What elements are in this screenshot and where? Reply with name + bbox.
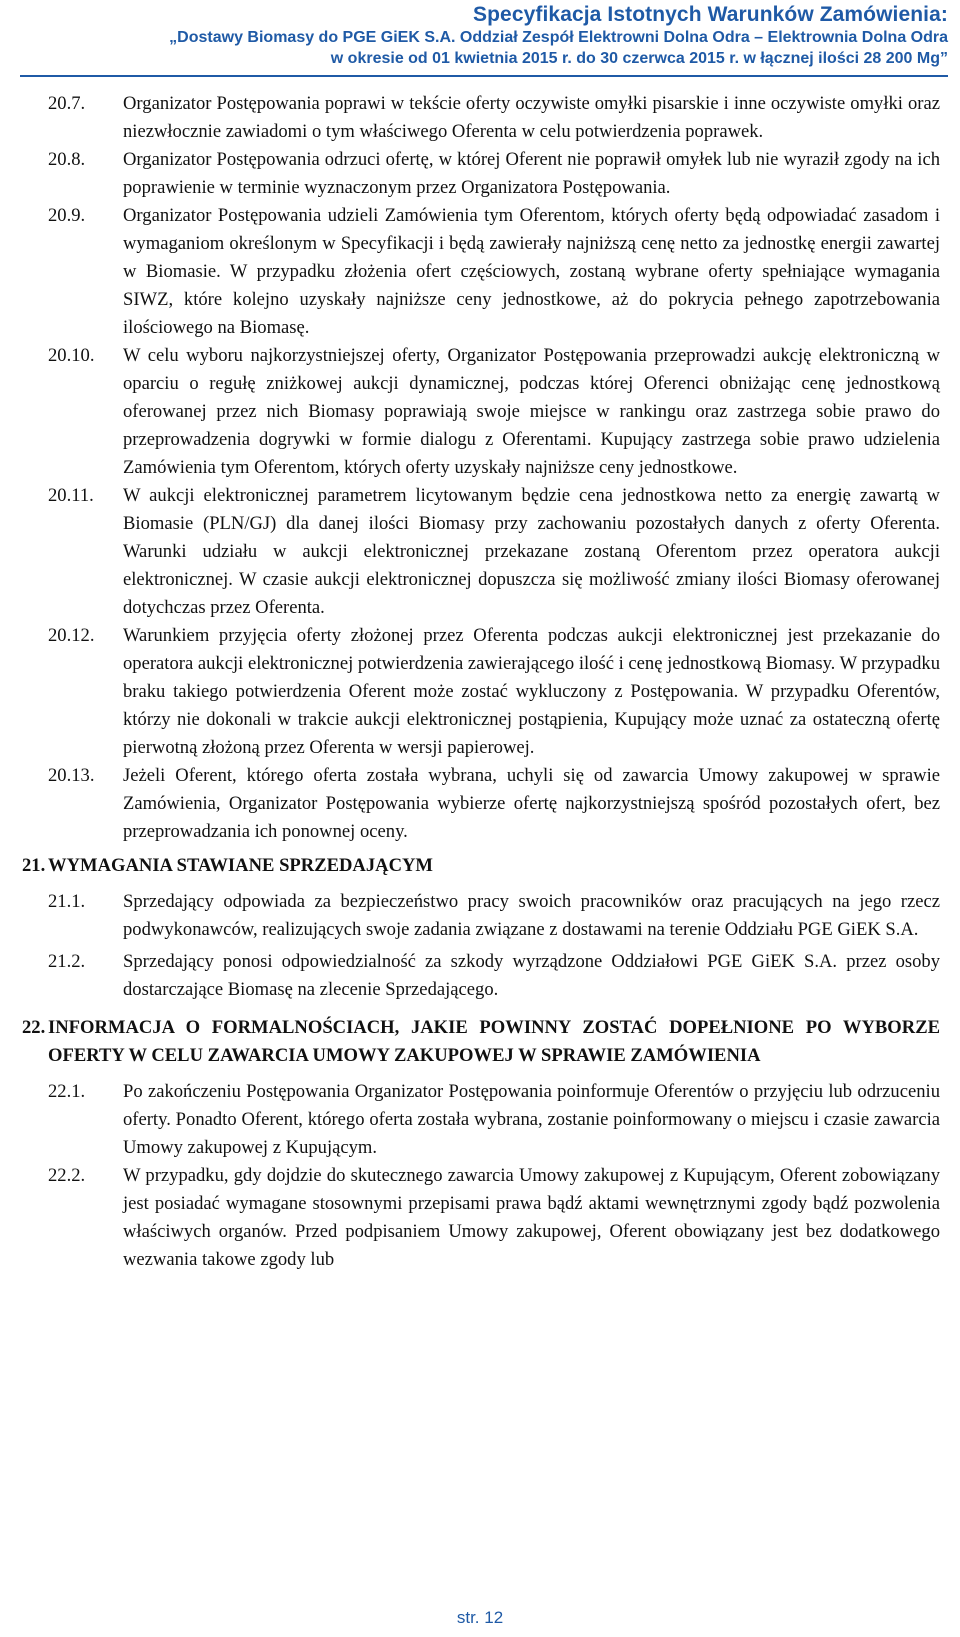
item-number: 20.11.	[48, 485, 94, 506]
section-title: INFORMACJA O FORMALNOŚCIACH, JAKIE POWINNY ZOSTAĆ DOPEŁNIONE PO WYBORZE OFERTY W CELU ZAWARCIA UMOWY ZAKUPOWEJ W SPRAWIE ZAMÓWIENIA	[48, 1017, 940, 1066]
item-text: W przypadku, gdy dojdzie do skutecznego zawarcia Umowy zakupowej z Kupującym, Oferent zobowiązany jest posiadać wymagane stosownymi przepisami prawa bądź aktami wewnętrznymi zgody bądź pozwolenia właściwych organów. Przed podpisaniem Umowy zakupowej, Oferent obowiązany jest bez dodatkowego wezwania takowe zgody lub	[123, 1165, 940, 1270]
list-item	[0, 762, 960, 846]
document-body	[0, 90, 960, 1274]
document-header	[28, 3, 948, 69]
list-item	[0, 1078, 960, 1162]
section-title: WYMAGANIA STAWIANE SPRZEDAJĄCYM	[48, 855, 433, 876]
item-number: 22.2.	[48, 1165, 86, 1186]
item-text: Sprzedający ponosi odpowiedzialność za szkody wyrządzone Oddziałowi PGE GiEK S.A. przez osoby dostarczające Biomasę na zlecenie Sprzedającego.	[123, 951, 940, 1000]
item-number: 21.2.	[48, 951, 86, 972]
item-text: Po zakończeniu Postępowania Organizator Postępowania poinformuje Oferentów o przyjęciu lub odrzuceniu oferty. Ponadto Oferent, którego oferta została wybrana, zostanie poinformowany o miejscu i czasie zawarcia Umowy zakupowej z Kupującym.	[123, 1081, 940, 1158]
section-heading-21	[0, 852, 960, 880]
list-item	[0, 202, 960, 342]
section-number: 22.	[22, 1017, 46, 1038]
list-item	[0, 1162, 960, 1274]
header-subtitle: „Dostawy Biomasy do PGE GiEK S.A. Oddział Zespół Elektrowni Dolna Odra – Elektrownia Dolna Odra	[169, 29, 948, 46]
page-number: str. 12	[456, 1608, 504, 1627]
list-item	[0, 622, 960, 762]
section-number: 21.	[22, 855, 46, 876]
item-text: Organizator Postępowania udzieli Zamówienia tym Oferentom, których oferty będą odpowiadać zasadom i wymaganiom określonym w Specyfikacji i będą zawierały najniższą cenę netto za jednostkę energii zawartej w Biomasie. W przypadku złożenia ofert częściowych, zostaną wybrane oferty spełniające wymagania SIWZ, które kolejno uzyskały najniższe ceny jednostkowe, aż do pokrycia pełnego zapotrzebowania ilościowego na Biomasę.	[123, 205, 940, 338]
header-rule	[20, 75, 948, 77]
list-item	[0, 342, 960, 482]
item-text: W celu wyboru najkorzystniejszej oferty, Organizator Postępowania przeprowadzi aukcję elektroniczną w oparciu o regułę zniżkowej aukcji dynamicznej, podczas której Oferenci obniżając cenę jednostkową oferowanej przez nich Biomasy poprawiają swoje miejsce w rankingu oraz zastrzega sobie prawo do przeprowadzenia dogrywki w formie dialogu z Oferentami. Kupujący zastrzega sobie prawo udzielenia Zamówienia tym Oferentom, których oferty uzyskały najniższe ceny jednostkowe.	[123, 345, 940, 478]
list-item	[0, 90, 960, 146]
section-heading-22	[0, 1014, 960, 1070]
header-period: w okresie od 01 kwietnia 2015 r. do 30 czerwca 2015 r. w łącznej ilości 28 200 Mg”	[330, 50, 948, 67]
item-number: 20.12.	[48, 625, 95, 646]
item-text: Jeżeli Oferent, którego oferta została wybrana, uchyli się od zawarcia Umowy zakupowej w sprawie Zamówienia, Organizator Postępowania wybierze ofertę najkorzystniejszą spośród pozostałych ofert, bez przeprowadzania ich ponownej oceny.	[123, 765, 940, 842]
item-number: 22.1.	[48, 1081, 86, 1102]
item-number: 20.10.	[48, 345, 95, 366]
item-number: 20.13.	[48, 765, 95, 786]
item-text: Sprzedający odpowiada za bezpieczeństwo pracy swoich pracowników oraz pracujących na jego rzecz podwykonawców, realizujących swoje zadania związane z dostawami na terenie Oddziału PGE GiEK S.A.	[123, 891, 940, 940]
list-item	[0, 948, 960, 1004]
item-number: 20.8.	[48, 149, 86, 170]
item-number: 20.9.	[48, 205, 86, 226]
list-item	[0, 888, 960, 944]
list-item	[0, 146, 960, 202]
list-item	[0, 482, 960, 622]
item-text: Organizator Postępowania poprawi w tekście oferty oczywiste omyłki pisarskie i inne oczywiste omyłki oraz niezwłocznie zawiadomi o tym właściwego Oferenta w celu potwierdzenia poprawek.	[123, 93, 940, 142]
item-number: 20.7.	[48, 93, 86, 114]
item-text: W aukcji elektronicznej parametrem licytowanym będzie cena jednostkowa netto za energię zawartą w Biomasie (PLN/GJ) dla danej ilości Biomasy przy zachowaniu pozostałych danych z oferty Oferenta. Warunki udziału w aukcji elektronicznej przekazane zostaną Oferentom przez operatora aukcji elektronicznej. W czasie aukcji elektronicznej dopuszcza się możliwość zmiany ilości Biomasy oferowanej dotychczas przez Oferenta.	[123, 485, 940, 618]
item-text: Organizator Postępowania odrzuci ofertę, w której Oferent nie poprawił omyłek lub nie wyraził zgody na ich poprawienie w terminie wyznaczonym przez Organizatora Postępowania.	[123, 149, 940, 198]
item-number: 21.1.	[48, 891, 86, 912]
header-title: Specyfikacja Istotnych Warunków Zamówienia:	[473, 3, 948, 26]
item-text: Warunkiem przyjęcia oferty złożonej przez Oferenta podczas aukcji elektronicznej jest przekazanie do operatora aukcji elektronicznej potwierdzenia zawierającego ilość i cenę jednostkową Biomasy. W przypadku braku takiego potwierdzenia Oferent może zostać wykluczony z Postępowania. W przypadku Oferentów, którzy nie dokonali w trakcie aukcji elektronicznej postąpienia, Kupujący może uznać za ostateczną ofertę pierwotną złożoną przez Oferenta w wersji papierowej.	[123, 625, 940, 758]
